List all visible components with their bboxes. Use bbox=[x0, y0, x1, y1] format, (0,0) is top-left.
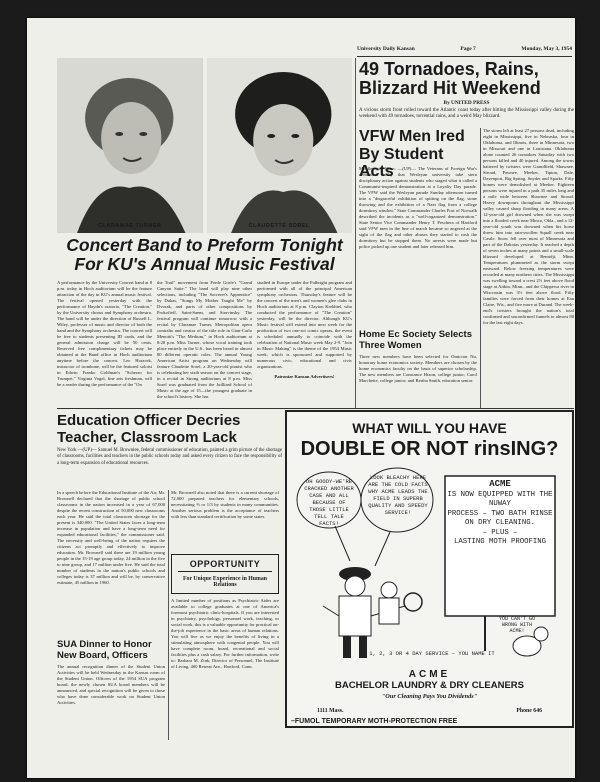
portrait-left-graphic bbox=[57, 58, 203, 233]
ad-headline-main: DOUBLE OR NOT rinsING? bbox=[300, 438, 559, 460]
opportunity-box bbox=[171, 554, 279, 594]
column-divider bbox=[168, 490, 169, 740]
column-divider bbox=[480, 128, 481, 408]
sua-headline: SUA Dinner to Honor New Board, Officers bbox=[57, 639, 152, 661]
section-divider bbox=[57, 408, 574, 409]
acme-advertisement bbox=[285, 410, 574, 728]
opportunity-subtitle: For Unique Experience in Human Relations bbox=[183, 576, 267, 588]
ad-illustration bbox=[295, 466, 564, 666]
homeec-article: Three new members have been selected for Omicron Nu, honorary home economics society. Members are chosen by the home economics faculty on the basis of superior scholarship. The new members are Constance Hixon, college junior; Carol Marchette, college junior; and Bertha Smith, education senior. bbox=[359, 354, 477, 383]
tornado-headline: 49 Tornadoes, Rains, Blizzard Hit Weekend bbox=[359, 59, 541, 98]
concert-col-3-text: studied in Europe under the Fulbright program and performed with all of the principal American symphony orchestras. Thursday's feature will be the concert of the men's and women's glee clubs in Hoch auditorium at 8 p.m. Clayton Krehbiel, who conducted the performance of "The Creation" yesterday, will be the director. Although KU's Music festival will extend into next week for the production of two one-act comic operas, the event is scheduled annually to coincide with the celebration of National Music week May 2-9. "Join in Music Making" is the theme of the 1954 Music week, which is sponsored and supported by numerous civic, educational and civic organizations. bbox=[257, 280, 352, 369]
page-number: Page 7 bbox=[460, 46, 476, 52]
sign-line-4: LASTING MOTH PROOFING bbox=[454, 538, 546, 546]
ad-slogan: "Our Cleaning Pays You Dividends" bbox=[381, 693, 478, 700]
ad-headline-top: WHAT WILL YOU HAVE bbox=[352, 420, 507, 436]
ad-service-line: 1, 2, 3 OR 4 DAY SERVICE – YOU NAME IT bbox=[369, 650, 495, 657]
photo-row bbox=[57, 58, 352, 233]
photo-claramae-turner bbox=[57, 58, 203, 233]
concert-article bbox=[57, 280, 352, 408]
dog-bubble: YOU CAN'T GO WRONG WITH ACME! bbox=[498, 616, 535, 634]
photo-claudette-sorel bbox=[207, 58, 353, 233]
education-headline: Education Officer Decries Teacher, Classroom Lack bbox=[57, 412, 241, 446]
ad-phone: Phone 646 bbox=[516, 708, 542, 714]
education-lead: New York —(UP)— Samuel M. Brownlee, federal commissioner of education, painted a grim picture of the shortage of classrooms, facilities and teachers in the public schools today and asked every citizen to face the responsibility of a long-term expansion of educational resources. bbox=[57, 448, 282, 466]
concert-headline: Concert Band to Preform Tonight For KU's Annual Music Festival bbox=[66, 235, 343, 274]
opportunity-title: OPPORTUNITY bbox=[178, 559, 272, 572]
vfw-headline: VFW Men Ired By Student Acts bbox=[359, 128, 465, 180]
left-speech-bubble: OH GOODY–WE'RE CRACKED ANOTHER CASE AND ALL BECAUSE OF THOSE LITTLE TELL TALE FACTS! bbox=[304, 478, 354, 527]
tornado-column: The storm left at least 27 persons dead, including eight in Mississippi, five in Nebraska, four in Oklahoma, and Illinois, three in Minnesota, two in Missouri and one in Louisiana. Oklahoma alone counted 26 tornadoes Saturday with two persons killed and 40 injured. Among the towns battered by twisters were Grandfield, Shawnee, Stroud, Pawnee, Meeker, Tipton, Dale, Davenport, Big Spring, Snyder and Sparks. Fifty homes were demolished at Meeker. Eighteen persons were injured in a path 35 miles long and a mile wide between Shawnee and Stroud. Heavy downpours throughout the Mississippi valley caused sharp flooding in many areas. A 12-year-old girl drowned when she was swept into a flooded creek near Minco, Okla., and a 12-year-old youth was drowned when his horse threw him into rain-swollen Squall creek near Castle. Snow fell over most of Minnesota and part of the Dakotas yesterday. It reached a depth of seven inches at many points and a small-scale blizzard developed at Bemidji, Minn. Temperatures plummeted as the storm swept eastward. Below freezing temperatures were recorded at many northern cities. The Mississippi was swelling toward a crest 2½ feet above flood stage at Aitkin, Minn., and the Chippewa river in Wisconsin was 3½ feet above flood. Fifty families were forced from their homes at Eau Claire, Wis., and five more at Durand. The week-end's twisters brought the nation's total confirmed and unconfirmed funnels to almost 80 for the last eight days. bbox=[483, 128, 574, 325]
ad-business-type: BACHELOR LAUNDRY & DRY CLEANERS bbox=[335, 680, 524, 691]
newspaper-page bbox=[27, 18, 575, 778]
sign-acme: ACME bbox=[489, 479, 511, 489]
ad-business-name: ACME bbox=[408, 669, 451, 680]
education-col-1: In a speech before the Educational Institute of the Air, Mr. Brownell declared that the shortage of public school classrooms in the nation increased in a year of 67,000 despite the recent construction of 50,000 new classrooms each year. He said the total classroom shortage for the present is 340,000. "The United States faces a long-term increase in population and have a long-term need for expanded educational facilities," the commissioner said. The necessity and well-being of the nation requires the citizens act promptly and effectively to improve education. Mr. Brownell said there are 19 million young people in the 15-19 age group today, 24 million in the five to nine group, and 17 million under five. He said the total number of students in the nation's public schools and colleges today is 37 million and will be, by conservative estimate, 45 million in 1960. bbox=[57, 490, 165, 585]
opportunity-body: A limited number of positions as Psychiatric Aides are available to college graduates at one of America's foremost psychiatric clinic-hospitals. If you are interested in psychiatry, psychology, personnel work, teaching, or social work, this is a valuable opportunity for practical on-the-job experience in the basic areas of human relations. You will live as we enjoy the benefits of living in a stimulating atmosphere with congenial people. You will have complete room, board, recreational and social facilities plus a cash salary. For further information, write to: Barbara M. Zink, Director of Personnel, The Institute of Living, 400 Retreat Ave., Hartford, Conn. bbox=[171, 598, 279, 669]
issue-date: Monday, May 3, 1954 bbox=[521, 46, 572, 52]
photo-caption-right: CLAUDETTE SOREL bbox=[248, 223, 310, 229]
sign-line-2: IS NOW EQUIPPED WITH THE NUWAY bbox=[447, 490, 553, 508]
concert-col-1: A performance by the University Concert band at 8 p.m. today in Hoch auditorium will be the feature attraction of the day in KU's annual music festival. The festival opened yesterday with the performance of Haydn's oratorio, "The Creation," by the University chorus and Symphony orchestra. The band will be under the direction of Russell L. Wiley, professor of music and director of both the band and the Symphony orchestra. The concert will be free to students presenting ID cards, and the general admission charge will be 50 cents. Reserved free complimentary tickets may be obtained at the Band office in Hoch auditorium anytime before the concert. Leo Horacek, instructor of trombone, will be the featured soloist in Edwin Franko Goldman's "Scherzo for Trumpet." Virginia Vogel, fine arts freshman, will be a reader during the performance of the "On bbox=[57, 280, 152, 387]
column-divider bbox=[355, 58, 356, 408]
ad-address: 1111 Mass. bbox=[317, 708, 344, 714]
homeec-headline: Home Ec Society Selects Three Women bbox=[359, 329, 472, 351]
concert-col-3 bbox=[257, 280, 352, 408]
ad-footer: –FUMOL TEMPORARY MOTH-PROTECTION FREE bbox=[291, 718, 458, 725]
masthead bbox=[357, 46, 572, 57]
sign-line-3: PROCESS – TWO BATH RINSE ON DRY CLEANING. bbox=[447, 509, 553, 527]
concert-col-2: the Trail" movement from Ferde Grofe's "Grand Canyon Suite." The band will play nine other selections, including "The Sorcerer's Apprentice" by Dukas, "Songs My Mother Taught Me" by Dvorak, and parts of other compositions by Prokofieff, Saint-Saens, and Stravinsky. The festival program will continue tomorrow with a recital by Claramae Turner, Metropolitan opera contralto and creator of the title role in Gian-Carlo Menotti's "The Medium," in Hoch auditorium at 8:20 p.m. Miss Turner, whose vocal training took place entirely in the U.S., has been heard in almost 80 different operatic roles. The annual Young American Artist program on Wednesday will feature Claudette Sorel, a 20-year-old pianist who is celebrating her sixth season on the concert stage, in a recital in Strong auditorium at 8 p.m. Miss Sorel was graduated from the Juilliard School of Music at the age of 15—the youngest graduate in the school's history. She has bbox=[157, 280, 252, 399]
sign-plus: – PLUS – bbox=[482, 528, 518, 537]
vfw-article: Middletown, Conn. —(UP)— The Veterans of Foreign War's demanded today that Wesleyan university take stern disciplinary action against students who staged what it called a Communist-inspired demonstration at a Loyalty Day parade. The VFW said the Wesleyan parade Sunday afternoon turned into a "disgraceful exhibition of spitting on the flag, stone throwing and the exhibition of a Nazi flag from a college dormitory window." State Commander Charles Post of Norwalk described the incidents as a "well-organized demonstration." State Senior Vice Commander Henry T. Peschera of Hartford said VFW men in the line of march became so angered at the sight of the flag and other abuses they started to rush the dormitory but he stopped them. No arrests were made but police picked up one student and later released him. bbox=[359, 166, 477, 249]
paper-name: University Daily Kansan bbox=[357, 46, 415, 52]
right-speech-bubble: LOOK BLEACHY HERE ARE THE COLD FACTS WHY ACME LEADS THE FIELD IN SUPERB QUALITY AND SPEEDY SERVICE! bbox=[368, 474, 428, 516]
tornado-lead: A vicious storm front rolled toward the Atlantic coast today after hitting the Mississippi valley during the weekend with 49 tornadoes, torrential rains, and a weird May blizzard. bbox=[359, 108, 574, 120]
photo-caption-left: CLARAMAE TURNER bbox=[98, 223, 162, 229]
portrait-right-graphic bbox=[207, 58, 353, 233]
education-col-2: Mr. Brownell also noted that there is a current shortage of 72,000 prepared teachers for elementary schools, necessitating ⅔ or 1/3 by students in many communities. Another serious problem is the acceptance of teachers with less than standard certification by some states. bbox=[171, 490, 279, 519]
sua-article: The annual recognition dinner of the Student Union Activities will be held Wednesday in the Kansas room of the Student Union. Officers of the 1954 SUA program board, the newly chosen SUA board members will be announced, and special recognition will be given to those who have done considerable work on Student Union Activities. bbox=[57, 664, 165, 705]
tornado-byline: By UNITED PRESS bbox=[443, 100, 490, 106]
patronize-note: Patronize Kansan Advertisers! bbox=[274, 374, 335, 379]
acme-sign bbox=[447, 480, 553, 548]
